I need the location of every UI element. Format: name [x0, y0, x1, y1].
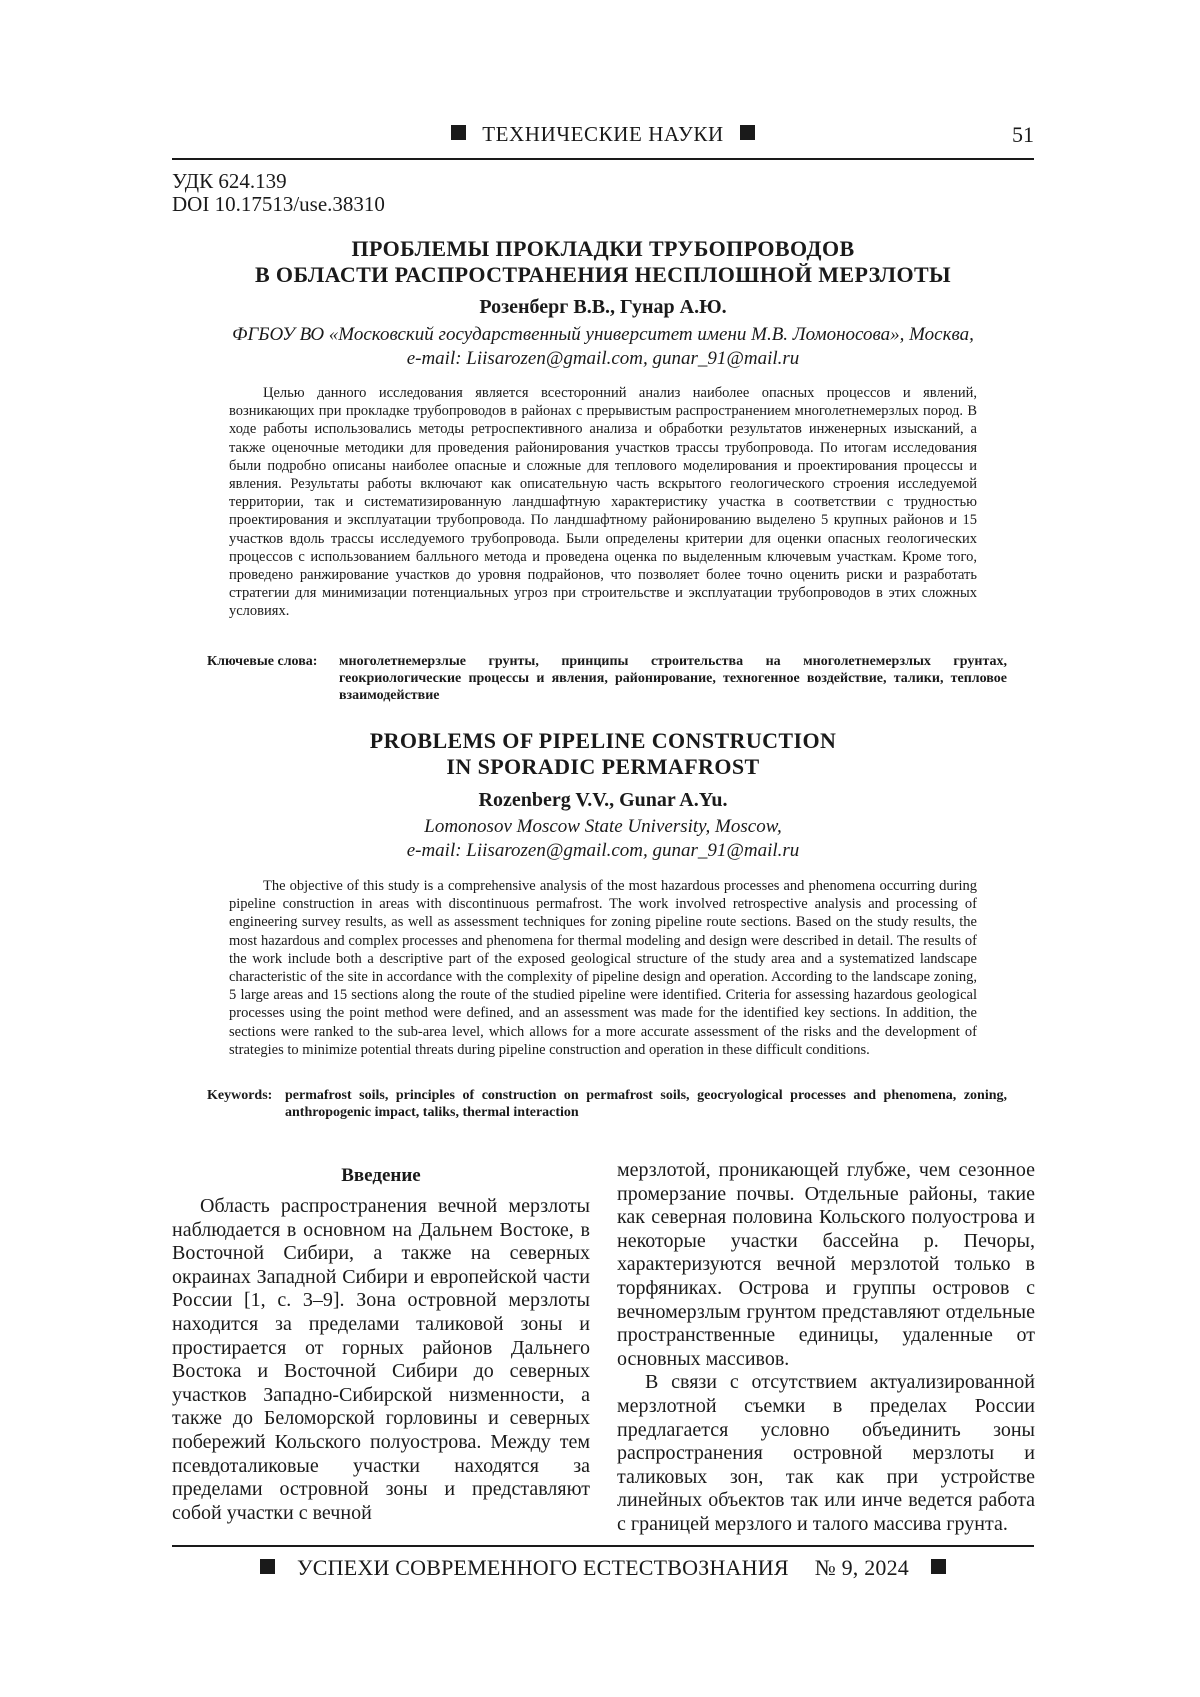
authors-ru: Розенберг В.В., Гунар А.Ю.: [172, 296, 1034, 319]
square-bullet-icon: [451, 125, 466, 140]
title-en: [172, 728, 1034, 780]
authors-en: Rozenberg V.V., Gunar A.Yu.: [172, 789, 1034, 812]
affiliation-en: [172, 815, 1034, 863]
article-identifiers: [172, 170, 385, 216]
keywords-ru-text: многолетнемерзлые грунты, принципы строительства на многолетнемерзлых грунтах, геокриологические процессы и явления, районирование, техногенное воздействие, талики, тепловое взаимодействие: [207, 653, 1007, 704]
journal-page: [0, 0, 1200, 1697]
section-heading-introduction: Введение: [172, 1165, 590, 1187]
udk-code: УДК 624.139: [172, 170, 385, 193]
keywords-ru: [207, 653, 1007, 704]
title-en-line-1: PROBLEMS OF PIPELINE CONSTRUCTION: [172, 728, 1034, 754]
running-footer: [172, 1545, 1034, 1581]
body-paragraph: В связи с отсутствием актуализированной мерзлотной съемки в пределах России предлагается условно объединить зоны распространения островной мерзлоты и таликовых зон, так как при устройстве линейных объектов так или инче ведется работа с границей мерзлого и талого массива грунта.: [617, 1371, 1035, 1536]
body-paragraph: Область распространения вечной мерзлоты наблюдается в основном на Дальнем Востоке, в Восточной Сибири, а также на северных окраинах Западной Сибири и европейской части России [1, с. 3–9]. Зона островной мерзлоты находится за пределами таликовой зоны и простирается от горных районов Дальнего Востока и Восточной Сибири до северных участков Западно-Сибирской низменности, а также до Беломорской горловины и северных побережий Кольского полуострова. Между тем псевдоталиковые участки находятся за пределами островной зоны и представляют собой участки с вечной: [172, 1195, 590, 1525]
affiliation-en-org: Lomonosov Moscow State University, Moscow,: [172, 815, 1034, 839]
title-ru-line-1: ПРОБЛЕМЫ ПРОКЛАДКИ ТРУБОПРОВОДОВ: [172, 236, 1034, 262]
square-bullet-icon: [260, 1559, 275, 1574]
affiliation-ru-org: ФГБОУ ВО «Московский государственный университет имени М.В. Ломоносова», Москва,: [172, 323, 1034, 347]
section-heading: [172, 122, 1034, 147]
doi: DOI 10.17513/use.38310: [172, 193, 385, 216]
journal-issue: № 9, 2024: [815, 1555, 909, 1580]
keywords-ru-label: Ключевые слова:: [207, 653, 317, 670]
affiliation-en-email: e-mail: Liisarozen@gmail.com, gunar_91@mail.ru: [172, 839, 1034, 863]
affiliation-ru-email: e-mail: Liisarozen@gmail.com, gunar_91@mail.ru: [172, 347, 1034, 371]
abstract-ru: Целью данного исследования является всесторонний анализ наиболее опасных процессов и явлений, возникающих при прокладке трубопроводов в районах с прерывистым распространением многолетнемерзлых пород. В ходе работы использовались методы ретроспективного анализа и обработки результатов инженерных изысканий, а также оценочные методики для проведения районирования участков трассы трубопровода. По итогам исследования были подробно описаны наиболее опасные и сложные для теплового моделирования и проектирования процессы и явления. Результаты работы включают как описательную часть вскрытого геологического строения исследуемой территории, так и систематизированную ландшафтную характеристику участка в соответствии с трудностью проектирования и эксплуатации трубопровода. По ландшафтному районированию выделено 5 крупных районов и 15 участков вдоль трассы исследуемого трубопровода. Были определены критерии для оценки опасных геологических процессов с использованием балльного метода и проведена оценка по выделенным ключевым участкам. Кроме того, проведено ранжирование участков до уровня подрайонов, что позволяет более точно оценить риски и разработать стратегии для минимизации потенциальных угроз при строительстве и эксплуатации трубопроводов в этих сложных условиях.: [229, 384, 977, 621]
abstract-en: The objective of this study is a comprehensive analysis of the most hazardous processes and phenomena occurring during pipeline construction in areas with discontinuous permafrost. The work involved retrospective analysis and processing of engineering survey results, as well as assessment techniques for zoning pipeline route sections. Based on the study results, the most hazardous and complex processes and phenomena for thermal modeling and design were described in detail. The results of the work include both a descriptive part of the exposed geological structure of the study area and a systematized landscape characteristic of the site in accordance with the complexity of pipeline design and operation. According to the landscape zoning, 5 large areas and 15 sections along the route of the studied pipeline were identified. Criteria for assessing hazardous geological processes using the point method were defined, and an assessment was made for the identified key sections. In addition, the sections were ranked to the sub-area level, which allows for a more accurate assessment of the risks and the development of strategies to minimize potential threats during pipeline construction and operation in these difficult conditions.: [229, 877, 977, 1059]
keywords-en-label: Keywords:: [207, 1087, 272, 1104]
section-title: ТЕХНИЧЕСКИЕ НАУКИ: [482, 122, 724, 146]
body-column-right: [617, 1159, 1035, 1537]
square-bullet-icon: [931, 1559, 946, 1574]
affiliation-ru: [172, 323, 1034, 371]
keywords-en-text: permafrost soils, principles of construction on permafrost soils, geocryological processes and phenomena, zoning, anthropogenic impact, taliks, thermal interaction: [207, 1087, 1007, 1121]
body-paragraph-continuation: мерзлотой, проникающей глубже, чем сезонное промерзание почвы. Отдельные районы, такие как северная половина Кольского полуострова и некоторые участки бассейна р. Печоры, характеризуются вечной мерзлотой только в торфяниках. Острова и группы островов с вечномерзлым грунтом представляют отдельные пространственные единицы, удаленные от основных массивов.: [617, 1159, 1035, 1371]
running-header: [172, 120, 1034, 160]
title-en-line-2: IN SPORADIC PERMAFROST: [172, 754, 1034, 780]
title-ru-line-2: В ОБЛАСТИ РАСПРОСТРАНЕНИЯ НЕСПЛОШНОЙ МЕРЗЛОТЫ: [172, 262, 1034, 288]
page-number: 51: [1012, 122, 1034, 148]
keywords-en: [207, 1087, 1007, 1121]
title-ru: [172, 236, 1034, 288]
journal-name: УСПЕХИ СОВРЕМЕННОГО ЕСТЕСТВОЗНАНИЯ: [297, 1555, 789, 1580]
body-column-left: [172, 1165, 590, 1525]
square-bullet-icon: [740, 125, 755, 140]
